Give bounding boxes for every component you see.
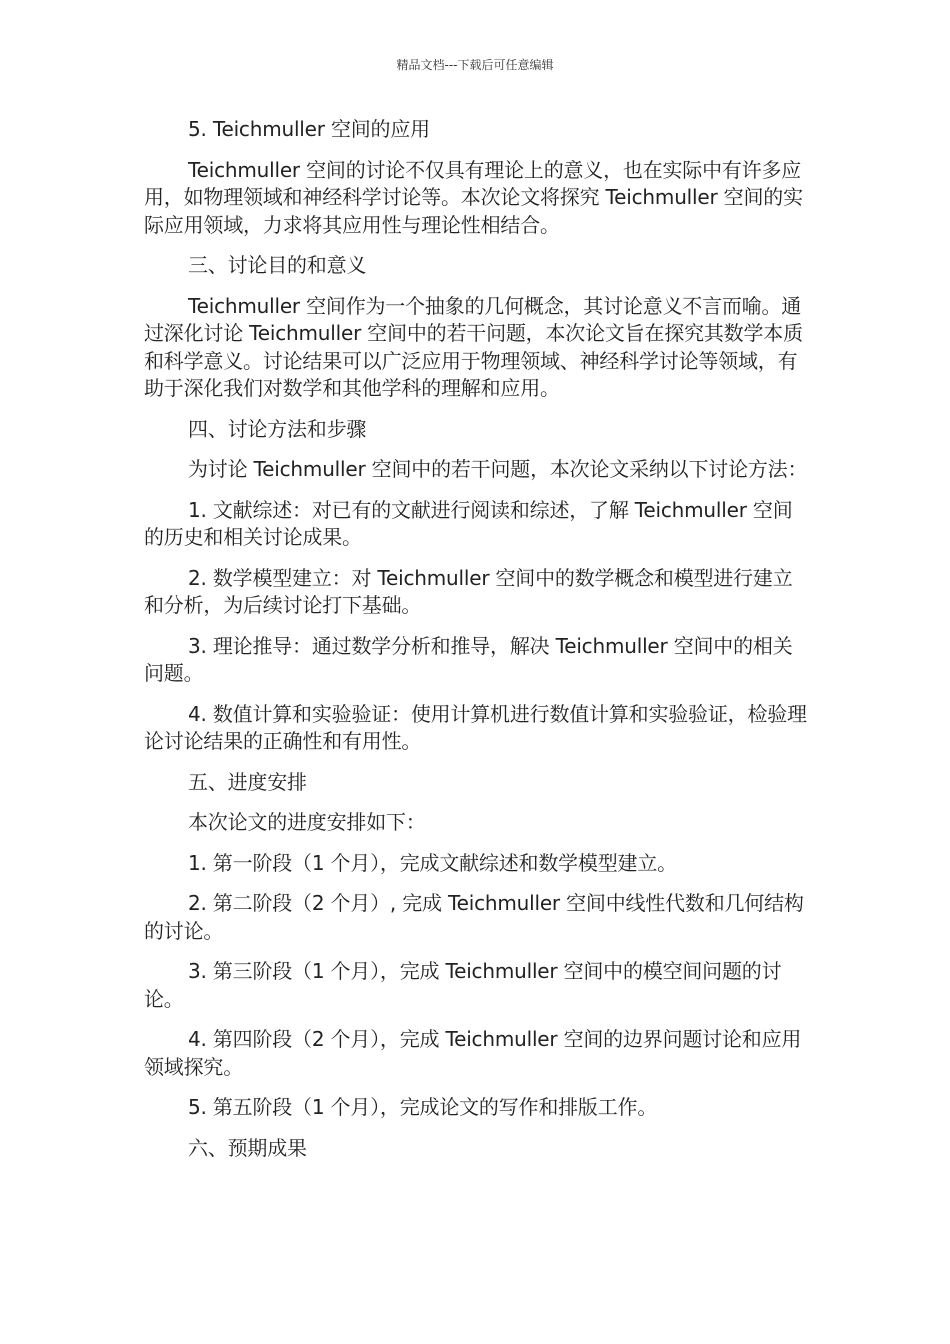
section-heading-methods: 四、讨论方法和步骤: [188, 416, 367, 441]
schedule-item-2: 2. 第二阶段（2 个月）, 完成 Teichmuller 空间中线性代数和几何结构的讨论。: [144, 891, 804, 943]
paragraph-applications: Teichmuller 空间的讨论不仅具有理论上的意义，也在实际中有许多应用，如物理领域和神经科学讨论等。本次论文将探究 Teichmuller 空间的实际应用领域，力求将其应用性与理论性相结合。: [144, 157, 803, 237]
method-item-3: 3. 理论推导：通过数学分析和推导，解决 Teichmuller 空间中的相关问题。: [144, 633, 793, 685]
document-body: [144, 116, 809, 1175]
schedule-item-1: 1. 第一阶段（1 个月），完成文献综述和数学模型建立。: [188, 850, 677, 875]
paragraph-purpose: Teichmuller 空间作为一个抽象的几何概念，其讨论意义不言而喻。通过深化讨论 Teichmuller 空间中的若干问题，本次论文旨在探究其数学本质和科学意义。讨论结果可以广泛应用于物理领域、神经科学讨论等领域，有助于深化我们对数学和其他学科的理解和应用。: [144, 293, 803, 400]
section-heading-outcomes: 六、预期成果: [188, 1135, 307, 1160]
paragraph-methods-intro: 为讨论 Teichmuller 空间中的若干问题，本次论文采纳以下讨论方法：: [188, 457, 808, 481]
section-heading-purpose: 三、讨论目的和意义: [188, 253, 367, 277]
schedule-item-5: 5. 第五阶段（1 个月），完成论文的写作和排版工作。: [188, 1095, 658, 1119]
schedule-item-3: 3. 第三阶段（1 个月），完成 Teichmuller 空间中的模空间问题的讨论。: [144, 959, 782, 1011]
schedule-item-4: 4. 第四阶段（2 个月），完成 Teichmuller 空间的边界问题讨论和应用领域探究。: [144, 1027, 802, 1079]
section-heading-applications: 5. Teichmuller 空间的应用: [188, 117, 430, 141]
paragraph-schedule-intro: 本次论文的进度安排如下：: [188, 810, 426, 834]
method-item-2: 2. 数学模型建立：对 Teichmuller 空间中的数学概念和模型进行建立和分析，为后续讨论打下基础。: [144, 565, 793, 617]
method-item-1: 1. 文献综述：对已有的文献进行阅读和综述，了解 Teichmuller 空间的历史和相关讨论成果。: [144, 497, 793, 549]
method-item-4: 4. 数值计算和实验验证：使用计算机进行数值计算和实验验证，检验理论讨论结果的正确性和有用性。: [144, 701, 807, 753]
section-heading-schedule: 五、进度安排: [188, 769, 307, 794]
page-header: 精品文档---下载后可任意编辑: [396, 58, 554, 72]
